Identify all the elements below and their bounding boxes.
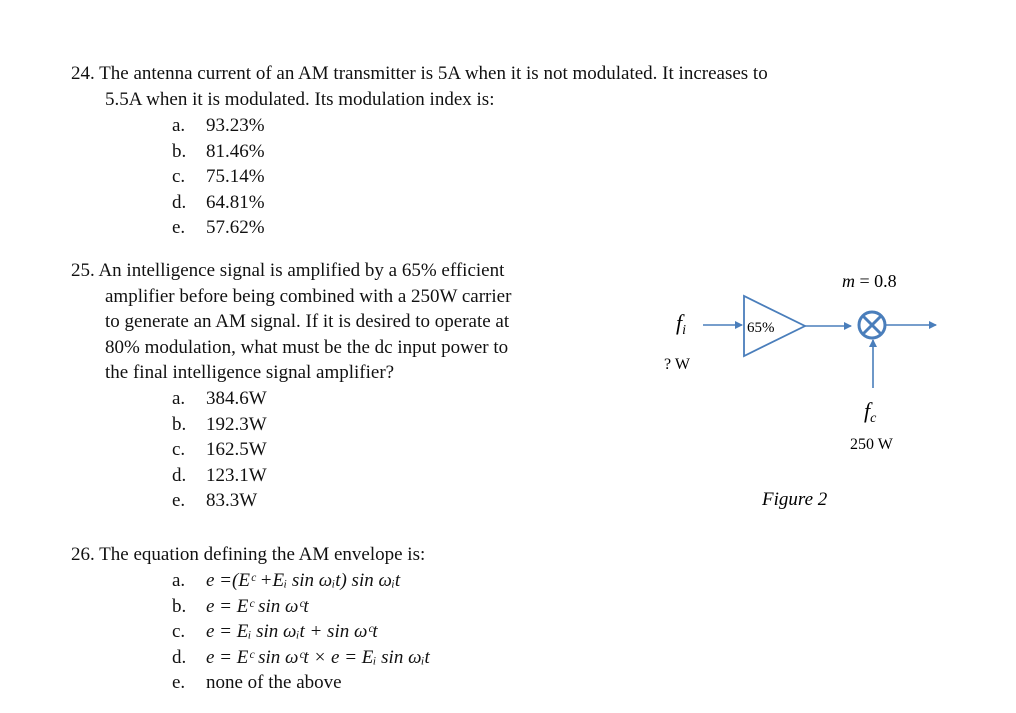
question-25-line4: 80% modulation, what must be the dc input power to — [105, 336, 509, 358]
option-text: 162.5W — [206, 439, 267, 460]
option-letter: d. — [172, 464, 187, 486]
option-text: 64.81% — [206, 191, 265, 213]
question-26-options — [172, 568, 430, 696]
option-text: 93.23% — [206, 115, 265, 136]
option-letter: a. — [172, 115, 186, 136]
question-text: An intelligence signal is amplified by a 65% efficient — [98, 260, 505, 281]
question-text: The antenna current of an AM transmitter is 5A when it is not modulated. It increases to — [99, 63, 768, 84]
option-letter: e. — [172, 672, 186, 693]
option-letter: e. — [172, 217, 186, 238]
question-number: 25. — [71, 260, 95, 281]
fi-label: fi — [676, 310, 687, 338]
fc-label: fc — [864, 398, 877, 426]
option-letter: c. — [172, 621, 186, 642]
option-letter: c. — [172, 166, 186, 187]
question-25-line2: amplifier before being combined with a 250W carrier — [105, 285, 512, 307]
option-text: e = Eᵢ sin ωᵢt + sin ωᶜt — [206, 621, 378, 642]
option-letter: e. — [172, 490, 186, 511]
question-26-line1 — [71, 542, 425, 568]
option-text: 57.62% — [206, 217, 265, 238]
option-text: e = Eᶜ sin ωᶜt × e = Eᵢ sin ωᵢt — [206, 646, 430, 668]
question-text: The equation defining the AM envelope is: — [99, 544, 426, 565]
option-a[interactable] — [172, 568, 430, 594]
option-text: 81.46% — [206, 140, 265, 162]
option-letter: b. — [172, 595, 187, 617]
option-text: 123.1W — [206, 464, 267, 486]
mixer-icon — [859, 312, 885, 338]
fc-power: 250 W — [850, 436, 893, 453]
option-d[interactable] — [172, 645, 430, 671]
question-24-line2: 5.5A when it is modulated. Its modulation index is: — [105, 88, 495, 110]
option-letter: a. — [172, 388, 186, 409]
option-letter: b. — [172, 140, 187, 162]
option-letter: a. — [172, 570, 186, 591]
option-text: 75.14% — [206, 166, 265, 187]
amplifier-efficiency: 65% — [747, 320, 775, 336]
option-text: e =(Eᶜ +Eᵢ sin ωᵢt) sin ωᵢt — [206, 570, 401, 591]
question-number: 26. — [71, 544, 95, 565]
question-26 — [71, 542, 425, 568]
option-c[interactable] — [172, 619, 430, 645]
question-number: 24. — [71, 63, 95, 84]
option-text: e = Eᶜ sin ωᶜt — [206, 595, 309, 617]
modulation-index: m = 0.8 — [842, 271, 897, 291]
question-25-line5: the final intelligence signal amplifier? — [105, 362, 395, 383]
option-letter: d. — [172, 646, 187, 668]
option-e[interactable] — [172, 670, 430, 696]
option-text: 192.3W — [206, 413, 267, 435]
fi-power: ? W — [664, 356, 690, 373]
question-25-line3: to generate an AM signal. If it is desired to operate at — [105, 311, 510, 332]
option-text: 384.6W — [206, 388, 267, 409]
option-b[interactable] — [172, 594, 430, 620]
option-letter: d. — [172, 191, 187, 213]
option-text: 83.3W — [206, 490, 258, 511]
figure-caption: Figure 2 — [762, 489, 828, 510]
option-text: none of the above — [206, 672, 342, 693]
option-letter: b. — [172, 413, 187, 435]
option-letter: c. — [172, 439, 186, 460]
